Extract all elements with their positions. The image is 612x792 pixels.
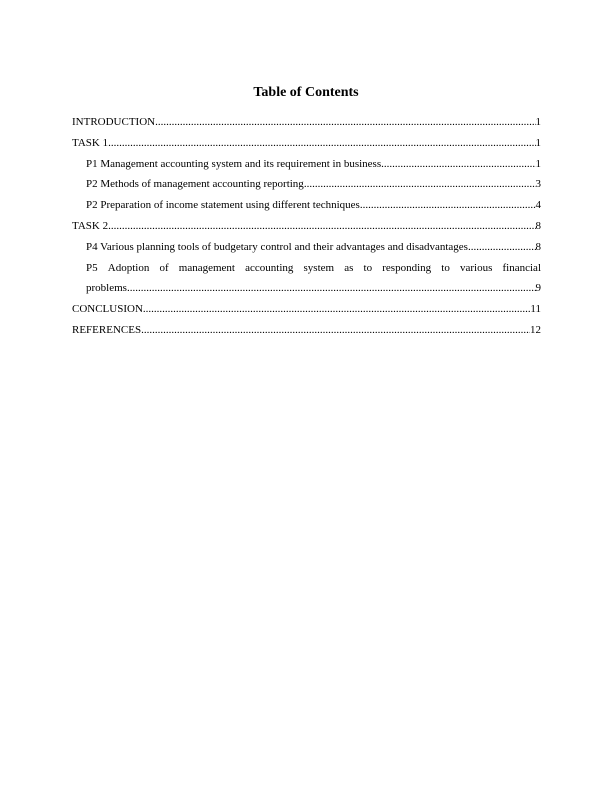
- toc-entry-page: 12: [530, 323, 541, 336]
- toc-leader-dots: [141, 320, 530, 341]
- toc-title: Table of Contents: [253, 85, 359, 100]
- toc-leader-dots: [127, 278, 536, 299]
- toc-entry-label: CONCLUSION: [72, 303, 143, 316]
- toc-entry-introduction[interactable]: [72, 112, 541, 133]
- toc-list: [72, 112, 541, 341]
- toc-leader-dots: [155, 112, 535, 133]
- toc-entry-label: P2 Preparation of income statement using different techniques: [86, 199, 360, 212]
- toc-word: system: [303, 261, 335, 274]
- toc-entry-page: 3: [535, 178, 541, 191]
- toc-entry-label: REFERENCES: [72, 323, 142, 336]
- toc-entry-page: 1: [535, 136, 541, 149]
- toc-entry-task-1[interactable]: [72, 133, 541, 154]
- toc-leader-dots: [468, 237, 536, 258]
- toc-entry-label: P2 Methods of management accounting reporting: [86, 178, 304, 191]
- toc-word: P5: [86, 261, 98, 274]
- toc-word: responding: [382, 261, 432, 274]
- toc-entry-page: 11: [530, 303, 541, 316]
- toc-entry-label: problems: [86, 282, 127, 295]
- toc-word: various: [459, 261, 493, 274]
- toc-word: to: [363, 261, 373, 274]
- toc-entry-references[interactable]: [72, 320, 541, 341]
- toc-entry-label: TASK 1: [72, 136, 109, 149]
- toc-entry-task-2[interactable]: [72, 216, 541, 237]
- toc-leader-dots: [304, 174, 536, 195]
- toc-entry-page: 4: [535, 199, 541, 212]
- toc-entry-page: 1: [535, 157, 541, 170]
- toc-word: of: [159, 261, 169, 274]
- toc-entry-conclusion[interactable]: [72, 299, 541, 320]
- toc-leader-dots: [143, 299, 531, 320]
- toc-word: as: [344, 261, 354, 274]
- toc-entry-p5-line-2[interactable]: [72, 278, 541, 299]
- toc-entry-page: 8: [535, 240, 541, 253]
- toc-word: financial: [502, 261, 541, 274]
- toc-word: accounting: [245, 261, 294, 274]
- toc-word: to: [441, 261, 450, 274]
- toc-entry-page: 1: [535, 116, 541, 128]
- toc-entry-p5-line-1[interactable]: [72, 258, 541, 279]
- toc-word: Adoption: [107, 261, 150, 274]
- toc-entry-label: TASK 2: [72, 219, 109, 232]
- toc-entry-page: 9: [535, 282, 541, 295]
- toc-entry-p1[interactable]: [72, 154, 541, 175]
- toc-leader-dots: [381, 154, 535, 175]
- toc-entry-page: 8: [535, 219, 541, 232]
- toc-entry-label: P4 Various planning tools of budgetary control and their advantages and disadvantages: [86, 240, 468, 253]
- toc-leader-dots: [108, 133, 535, 154]
- toc-word: management: [178, 261, 235, 274]
- toc-leader-dots: [360, 195, 536, 216]
- toc-entry-p4[interactable]: [72, 237, 541, 258]
- toc-entry-p2-methods[interactable]: [72, 174, 541, 195]
- toc-entry-label: P1 Management accounting system and its requirement in business: [86, 157, 382, 170]
- toc-leader-dots: [108, 216, 535, 237]
- toc-entry-p2-income-statement[interactable]: [72, 195, 541, 216]
- toc-entry-label: INTRODUCTION: [72, 116, 156, 128]
